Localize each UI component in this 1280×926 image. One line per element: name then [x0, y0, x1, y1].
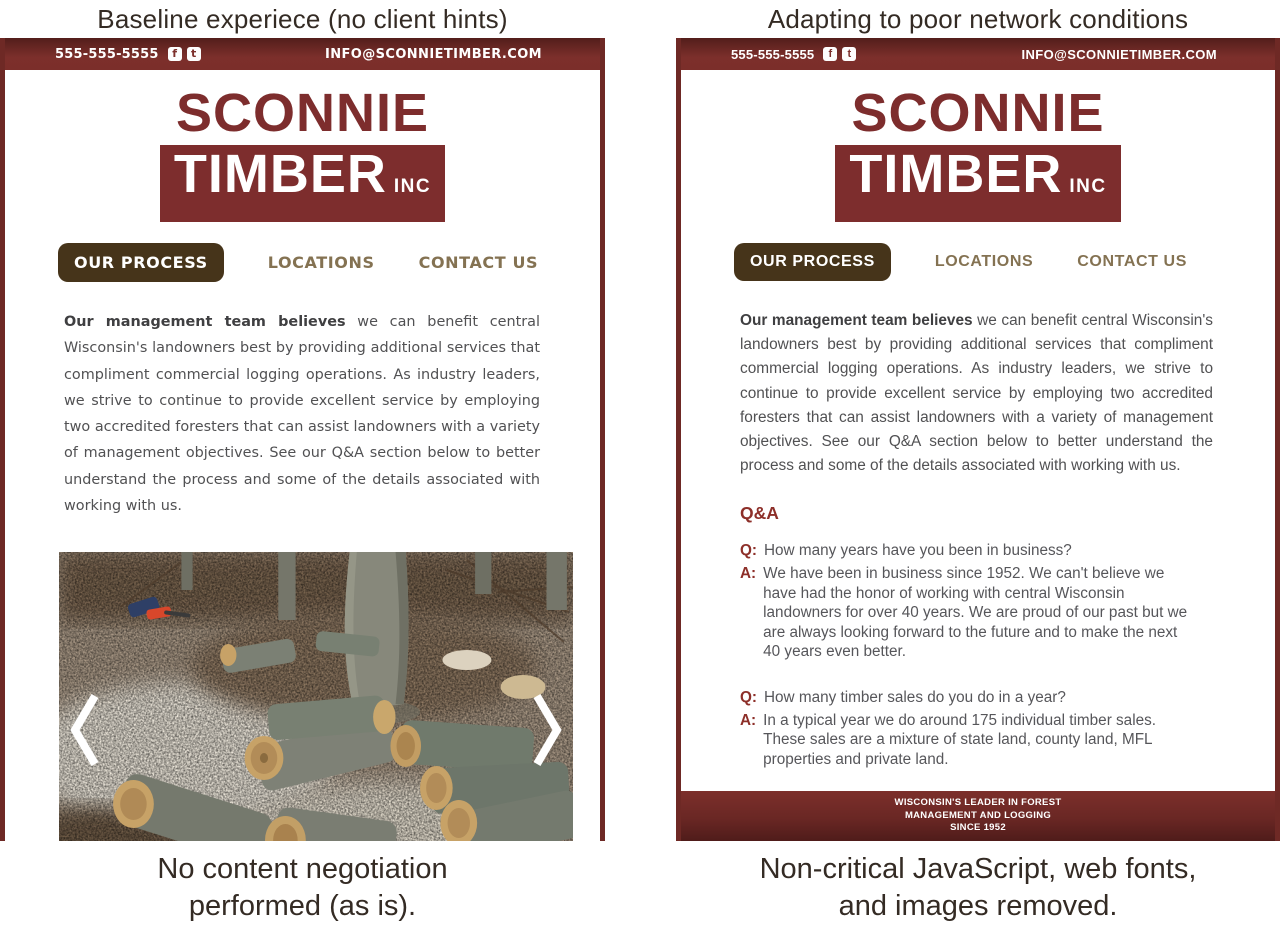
photo-carousel [59, 552, 573, 841]
social-icons [823, 47, 856, 61]
chevron-right-icon [527, 690, 567, 770]
baseline-column [0, 0, 605, 925]
adapted-caption-bottom: Non-critical JavaScript, web fonts, and images removed. [759, 853, 1197, 922]
main-nav [734, 243, 1275, 281]
logo-suffix: INC [1069, 176, 1107, 197]
qa-answer: A: In a typical year we do around 175 individual timber sales. These sales are a mixture of state land, county land, MFL properties and private land. [740, 711, 1156, 768]
qa-list [740, 524, 1191, 769]
social-icons [168, 47, 201, 61]
qa-question: Q: How many timber sales do you do in a year? [740, 688, 1066, 706]
logo-line2: TIMBER [849, 144, 1063, 204]
nav-tab-locations[interactable]: LOCATIONS [267, 253, 375, 272]
adapted-caption: Adapting to poor network conditions [767, 3, 1189, 34]
intro-body: we can benefit central Wisconsin's landowners best by providing additional services that compliment commercial logging operations. As industry leaders, we strive to continue to provide excellent service by employing two accredited foresters that can assist landowners with a variety of management objectives. See our Q&A section below to better understand the process and some of the details associated with working with us. [64, 314, 541, 515]
qa-item [740, 541, 1191, 662]
intro-body: we can benefit central Wisconsin's landowners best by providing additional services that compliment commercial logging operations. As industry leaders, we strive to continue to provide excellent service by employing two accredited foresters that can assist landowners with a variety of management objectives. See our Q&A section below to better understand the process and some of the details associated with working with us. [740, 312, 1213, 475]
intro-paragraph [64, 309, 540, 519]
nav-tab-locations[interactable]: LOCATIONS [934, 253, 1034, 270]
baseline-screenshot-panel [0, 38, 605, 841]
qa-answer: A: We have been in business since 1952. We can't believe we have had the honor of working with central Wisconsin landowners for over 40 years. We are proud of our past but we are always looking forward to the future and to make the next 40 years even better. [740, 565, 1188, 661]
phone-number: 555-555-5555 [731, 46, 815, 62]
footer-line: WISCONSIN'S LEADER IN FOREST [894, 797, 1062, 809]
twitter-icon[interactable]: t [187, 47, 201, 61]
site-footer [681, 791, 1275, 841]
intro-lead: Our management team believes [64, 314, 346, 330]
logo-line2: TIMBER [173, 144, 387, 204]
logo-suffix: INC [393, 176, 432, 197]
topbar [681, 38, 1275, 70]
nav-tab-our-process[interactable]: OUR PROCESS [58, 243, 224, 282]
logo-line2-box [835, 145, 1120, 222]
qa-question: Q: How many years have you been in business? [740, 542, 1072, 560]
logo [681, 85, 1275, 222]
main-nav [58, 243, 600, 282]
baseline-caption: Baseline experiece (no client hints) [97, 3, 508, 34]
forest-logs-photo [59, 552, 573, 841]
adapted-column [676, 0, 1280, 925]
intro-lead: Our management team believes [740, 312, 973, 329]
facebook-icon[interactable]: f [168, 47, 182, 61]
footer-line: MANAGEMENT AND LOGGING [904, 809, 1052, 821]
a-label: A: [740, 711, 757, 729]
carousel-prev-button[interactable] [65, 690, 105, 770]
q-label: Q: [740, 542, 757, 560]
intro-paragraph [740, 309, 1213, 478]
qa-item [740, 688, 1191, 769]
email-link[interactable]: INFO@SCONNIETIMBER.COM [324, 46, 542, 62]
email-link[interactable]: INFO@SCONNIETIMBER.COM [1021, 46, 1217, 62]
nav-tab-our-process[interactable]: OUR PROCESS [734, 243, 891, 281]
logo-line2-box [160, 145, 445, 222]
adapted-screenshot-panel [676, 38, 1280, 841]
nav-tab-contact-us[interactable]: CONTACT US [418, 253, 539, 272]
a-label: A: [740, 565, 757, 583]
footer-line: SINCE 1952 [950, 822, 1006, 834]
chevron-left-icon [65, 690, 105, 770]
q-label: Q: [740, 688, 757, 706]
logo [5, 85, 600, 222]
topbar [5, 38, 600, 70]
logo-line1: SCONNIE [851, 83, 1105, 143]
facebook-icon[interactable]: f [823, 47, 837, 61]
phone-number: 555-555-5555 [55, 46, 159, 62]
twitter-icon[interactable]: t [842, 47, 856, 61]
nav-tab-contact-us[interactable]: CONTACT US [1077, 253, 1187, 270]
carousel-next-button[interactable] [527, 690, 567, 770]
qa-heading: Q&A [740, 503, 779, 524]
baseline-caption-bottom: No content negotiation performed (as is). [157, 853, 448, 922]
logo-line1: SCONNIE [175, 83, 430, 143]
